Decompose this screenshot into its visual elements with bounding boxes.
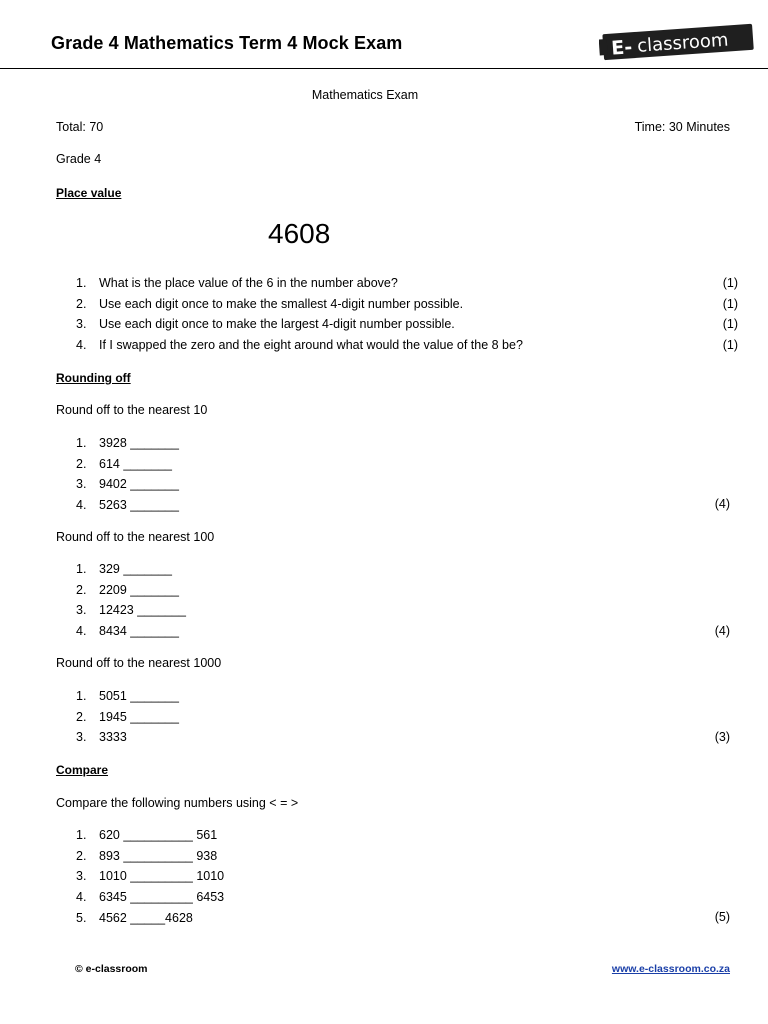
list-item: 4. If I swapped the zero and the eight around what would the value of the 8 be? (1) [76, 335, 738, 356]
marks-label: (1) [722, 276, 738, 290]
exam-time: Time: 30 Minutes [634, 120, 730, 134]
list-item: 1. 620 __________ 561 [76, 828, 218, 842]
list-item: 2. 614 _______ [76, 456, 172, 471]
footer-website-link[interactable]: www.e-classroom.co.za [611, 963, 730, 975]
list-item: 3. 9402 _______ [76, 477, 179, 492]
instruction-nearest-1000: Round off to the nearest 1000 [56, 656, 222, 670]
list-item: 4. 5263 _______ [76, 498, 179, 513]
marks-compare: (5) [714, 910, 730, 924]
list-item: 2. 2209 _______ [76, 582, 179, 597]
nearest-10-list [76, 433, 179, 516]
marks-nearest-1000: (3) [714, 730, 730, 744]
marks-label: (1) [722, 296, 738, 311]
compare-list [76, 825, 224, 928]
marks-nearest-100: (4) [714, 624, 730, 638]
marks-nearest-10: (4) [714, 497, 730, 511]
list-item: 1. 5051 _______ [76, 689, 179, 703]
section-heading-compare: Compare [56, 763, 109, 777]
instruction-compare: Compare the following numbers using < = > [56, 796, 299, 810]
section-heading-rounding: Rounding off [56, 371, 131, 385]
footer-copyright: © e-classroom [75, 963, 148, 975]
list-item: 3. 1010 _________ 1010 [76, 869, 225, 884]
header-divider [0, 68, 768, 69]
place-value-number: 4608 [268, 218, 331, 249]
list-item: 4. 6345 _________ 6453 [76, 890, 225, 905]
list-item: 4. 8434 _______ [76, 624, 179, 639]
list-item: 2. 893 __________ 938 [76, 848, 218, 863]
list-item: 2. 1945 _______ [76, 709, 179, 724]
place-value-questions [76, 273, 738, 356]
list-item: 1. What is the place value of the 6 in the number above? (1) [76, 273, 738, 294]
svg-text:classroom: classroom [636, 29, 730, 57]
exam-name: Mathematics Exam [311, 88, 419, 102]
list-item: 5. 4562 _____4628 [76, 910, 193, 925]
grade-label: Grade 4 [56, 152, 102, 166]
nearest-1000-list [76, 686, 179, 748]
list-item: 3. 12423 _______ [76, 603, 186, 618]
list-item: 1. 3928 _______ [76, 436, 179, 450]
nearest-100-list [76, 559, 186, 642]
e-classroom-logo [599, 21, 757, 61]
list-item: 2. Use each digit once to make the smallest 4-digit number possible. (1) [76, 294, 738, 315]
marks-label: (1) [722, 338, 738, 353]
svg-text:E-: E- [610, 36, 633, 60]
marks-label: (1) [722, 317, 738, 332]
list-item: 1. 329 _______ [76, 562, 172, 576]
total-marks: Total: 70 [56, 120, 104, 134]
section-heading-place-value: Place value [56, 186, 122, 200]
list-item: 3. 3333 [76, 730, 127, 745]
list-item: 3. Use each digit once to make the largest 4-digit number possible. (1) [76, 314, 738, 335]
instruction-nearest-10: Round off to the nearest 10 [56, 403, 208, 417]
page-title: Grade 4 Mathematics Term 4 Mock Exam [51, 33, 403, 53]
instruction-nearest-100: Round off to the nearest 100 [56, 530, 215, 544]
